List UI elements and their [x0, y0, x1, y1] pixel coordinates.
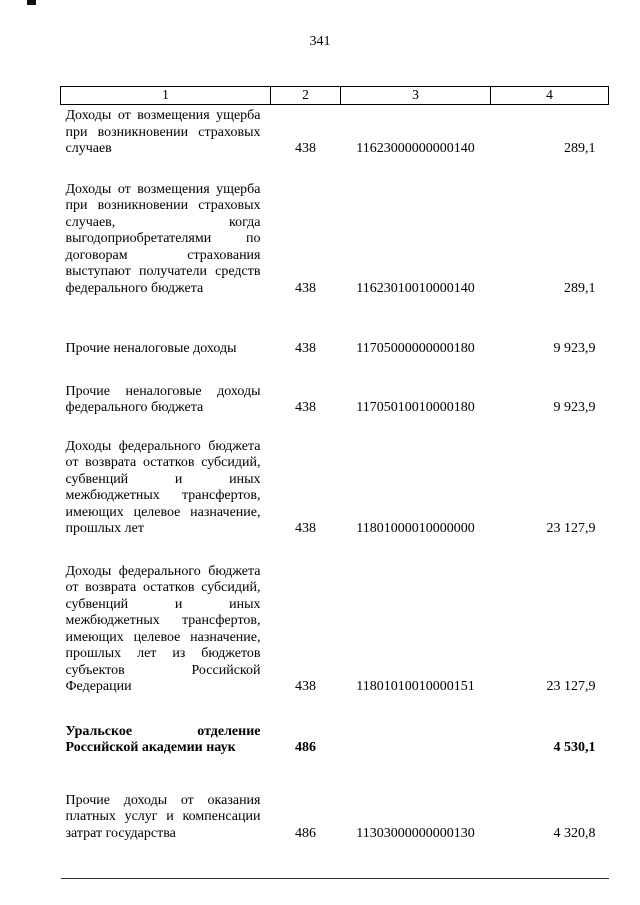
kbk-code-cell: 11705000000000180: [356, 341, 475, 356]
revenue-name-cell: Прочие доходы от оказания платных услуг и компенсации затрат государства: [65, 792, 261, 841]
kbk-code-cell: 11705010010000180: [356, 400, 475, 415]
scan-artifact: [27, 0, 36, 5]
admin-code-cell: 438: [295, 679, 316, 694]
revenue-name-cell: Доходы от возмещения ущерба при возникновении страховых случаев: [65, 108, 261, 156]
revenue-name-cell: Прочие неналоговые доходы: [65, 341, 237, 356]
kbk-code-cell: 11303000000000130: [356, 825, 475, 841]
amount-cell: 289,1: [564, 280, 596, 296]
amount-cell: 23 127,9: [546, 679, 596, 694]
revenue-name-cell: Прочие неналоговые доходы федерального бюджета: [65, 383, 261, 415]
column-header-3: 3: [341, 87, 491, 105]
column-header-1: 1: [61, 87, 271, 105]
amount-cell: 23 127,9: [546, 521, 596, 536]
kbk-code-cell: 11801010010000151: [356, 679, 475, 694]
kbk-code-cell: [341, 696, 491, 757]
admin-code-cell: 438: [295, 521, 316, 536]
admin-code-cell: 438: [295, 341, 316, 356]
table-row: [61, 297, 609, 358]
amount-cell: 4 530,1: [553, 740, 596, 755]
admin-code-cell: 438: [295, 141, 316, 156]
page-number: 341: [309, 34, 331, 49]
amount-cell: 289,1: [564, 141, 596, 156]
admin-code-cell: 486: [295, 740, 316, 755]
table-row: [61, 158, 609, 298]
revenue-name-cell: Уральское отделение Российской академии наук: [65, 723, 261, 755]
column-header-4: 4: [491, 87, 609, 105]
revenue-name-cell: Доходы от возмещения ущерба при возникновении страховых случаев, когда выгодоприобретателями по договорам страхования выступают получатели средств федерального бюджета: [65, 181, 261, 296]
amount-cell: 4 320,8: [553, 825, 596, 841]
budget-revenues-table: [60, 86, 609, 879]
admin-code-cell: 438: [295, 400, 316, 415]
table-row: [61, 105, 609, 158]
kbk-code-cell: 11801000010000000: [356, 521, 475, 536]
amount-cell: 9 923,9: [553, 341, 596, 356]
revenue-name-cell: Доходы федерального бюджета от возврата остатков субсидий, субвенций и иных межбюджетных трансфертов, имеющих целевое назначение, прошлых лет из бюджетов субъектов Российской Федерации: [65, 563, 261, 694]
table-row: [61, 358, 609, 417]
table-row-section-total: [61, 696, 609, 757]
column-header-2: 2: [271, 87, 341, 105]
table-row: [61, 538, 609, 696]
table-row: [61, 757, 609, 879]
amount-cell: 9 923,9: [553, 400, 596, 415]
revenue-name-cell: Доходы федерального бюджета от возврата остатков субсидий, субвенций и иных межбюджетных трансфертов, имеющих целевое назначение, прошлых лет: [65, 438, 261, 536]
admin-code-cell: 438: [295, 280, 316, 296]
kbk-code-cell: 11623000000000140: [356, 141, 475, 156]
kbk-code-cell: 11623010010000140: [356, 280, 475, 296]
admin-code-cell: 486: [295, 825, 316, 841]
table-header-row: [61, 87, 609, 105]
table-row: [61, 417, 609, 538]
